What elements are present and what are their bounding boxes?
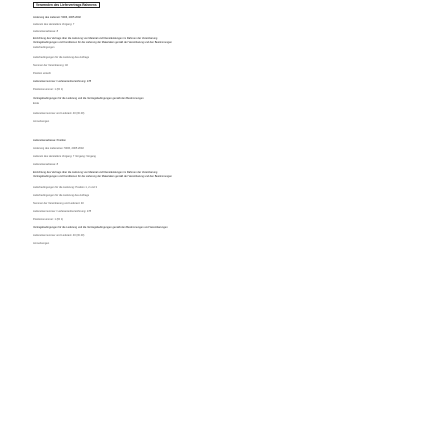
section-b-line: Vertragsbedingungen und Konditionen für die Lieferung der Materialien gemäß der Vereinbarung und den Bestimmungen (33, 175, 173, 178)
section-b-line: Änderung des Lieferanten: 5006, 2005 2002 (33, 147, 84, 150)
section-a-line: Änderung des Lieferant: 5006, 2005 2002 (33, 16, 81, 19)
section-a-line: Lieferbedingungen (33, 46, 55, 49)
section-b-line: Lieferantennummer / Lieferantenbezeichnung: 178 (33, 210, 92, 213)
section-a-line: Lieferbedingungen für die Lieferung des Auftrags (33, 56, 90, 59)
section-a-line: Lieferantennummer / Lieferantenbezeichnung: 178 (33, 80, 92, 83)
section-a-line: Lieferant des Herstellers Vorgang: 7 (33, 23, 75, 26)
section-b-line: Lieferantenadresse: 8 (33, 163, 59, 166)
section-a-line: Nummer der Vereinbarung: 40 (33, 64, 68, 67)
section-b-line: Lieferantenadresse: Position (33, 139, 66, 142)
section-a-line: Positionsnummer: 1 (ID 1) (33, 88, 64, 91)
section-a-line: Vertragsbedingungen für die Lieferung und die Vertragsbedingungen gemäß den Bestimmungen (33, 97, 144, 100)
section-a-line: Vertragsbedingungen und Konditionen für die Lieferung der Materialien gemäß der Vereinbarung und den Bestimmungen (33, 41, 173, 44)
section-b-line: Lieferbedingungen für die Lieferung: Position 1, 2 und 3 (33, 186, 97, 189)
section-b-line: Anmerkungen (33, 242, 50, 245)
section-b-line: Lieferantennummer und Lieferant: 40 (ID 40) (33, 234, 85, 237)
section-b-line: Vertragsbedingungen für die Lieferung und die Vertragsbedingungen gemäß den Bestimmungen und Vereinbarungen (33, 226, 168, 229)
section-a-line: Einrichtung des Vertrags über die Lieferung von Material und Dienstleistungen im Rahmen der Vereinbarung (33, 37, 158, 40)
section-a-line: Anmerkungen (33, 120, 50, 123)
section-a-line: Lieferantennummer und Lieferant: 40 (ID 40) (33, 112, 85, 115)
section-b-line: Nummer der Vereinbarung und Lieferant: 40 (33, 202, 84, 205)
section-a-line: Lieferantenadresse: 8 (33, 30, 59, 33)
section-b-line: Einrichtung des Vertrags über die Lieferung von Material und Dienstleistungen im Rahmen der Vereinbarung (33, 171, 158, 174)
section-a-line: Ende (33, 102, 40, 105)
section-a-line: Position erstellt (33, 72, 51, 75)
section-b-line: Lieferbedingungen für die Lieferung des Auftrags (33, 194, 90, 197)
section-b-line: Positionsnummer: 1 (ID 1) (33, 218, 64, 221)
section-b-line: Lieferant des Herstellers Vorgang: 7 Vorgang: Vorgang (33, 155, 96, 158)
document-title: Verwenden des Liefervertrags Rahmens (33, 2, 100, 8)
